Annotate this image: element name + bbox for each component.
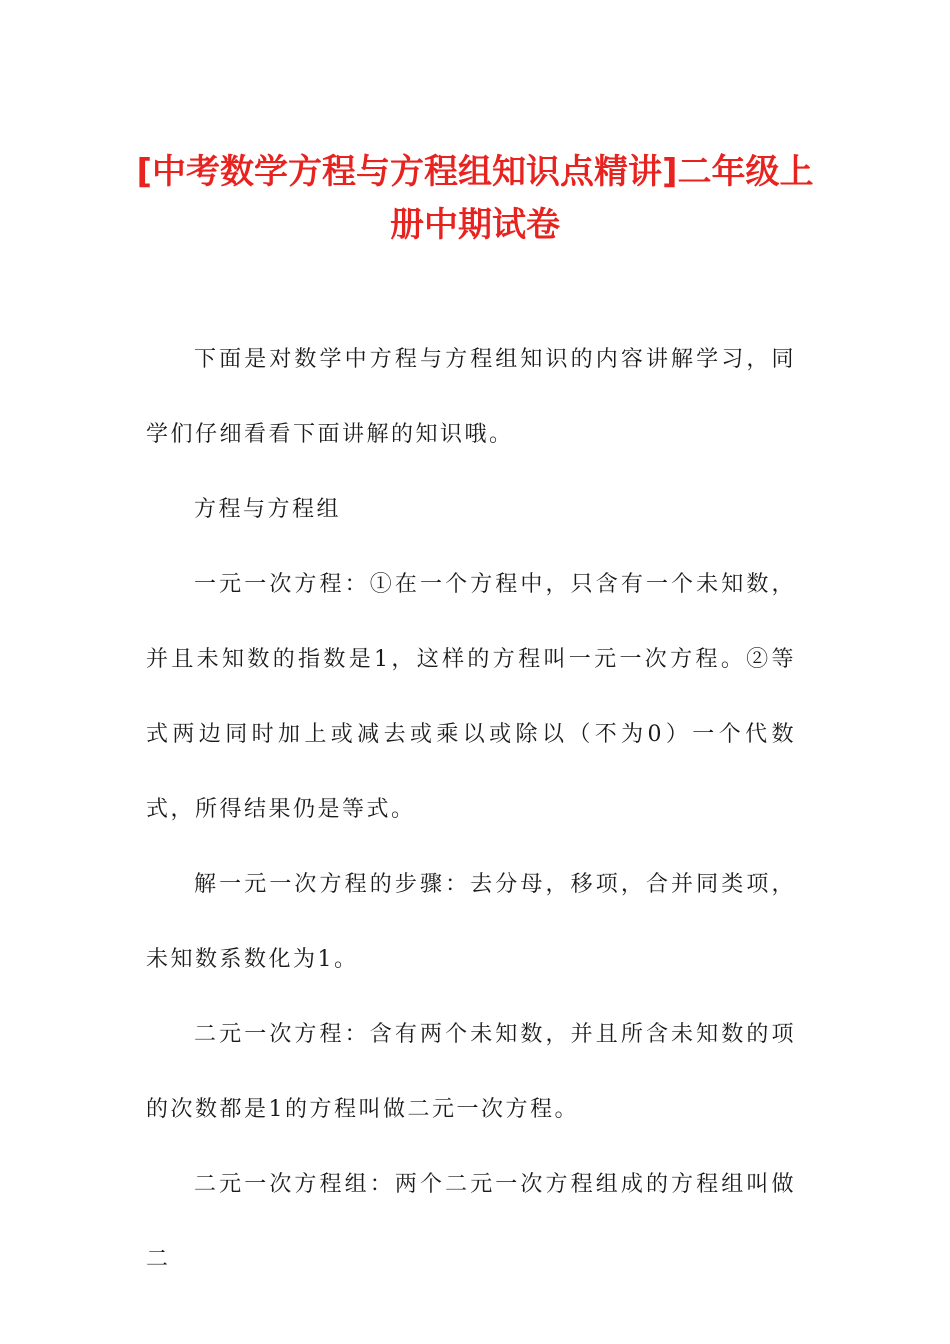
paragraph-linear-equation: 一元一次方程：①在一个方程中，只含有一个未知数，并且未知数的指数是1，这样的方程叫一元一次方程。②等式两边同时加上或减去或乘以或除以（不为0）一个代数式，所得结果仍是等式。 (146, 572, 796, 822)
paragraph-section-heading: 方程与方程组 (194, 497, 342, 522)
document-title: [中考数学方程与方程组知识点精讲]二年级上册中期试卷 (136, 152, 814, 245)
document-body (146, 322, 796, 1297)
paragraph-intro: 下面是对数学中方程与方程组知识的内容讲解学习，同学们仔细看看下面讲解的知识哦。 (146, 347, 796, 447)
paragraph-solving-steps: 解一元一次方程的步骤：去分母，移项，合并同类项，未知数系数化为1。 (146, 872, 796, 972)
paragraph-equation-system: 二元一次方程组：两个二元一次方程组成的方程组叫做二 (146, 1172, 796, 1272)
paragraph-two-variable-equation: 二元一次方程：含有两个未知数，并且所含未知数的项的次数都是1的方程叫做二元一次方程。 (146, 1022, 796, 1122)
